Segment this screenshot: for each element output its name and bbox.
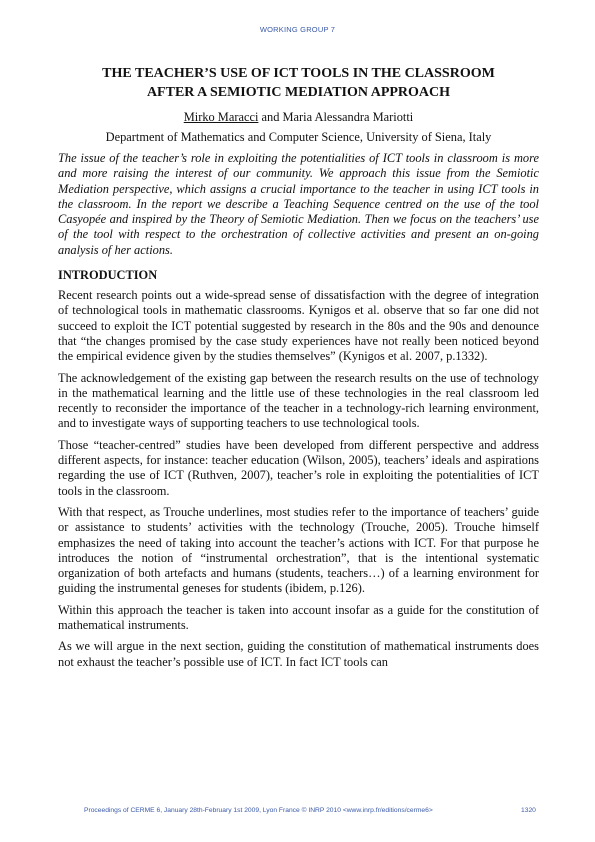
authors [58, 110, 539, 125]
paper-content [58, 64, 539, 670]
title-line-1: THE TEACHER’S USE OF ICT TOOLS IN THE CLASSROOM [102, 66, 495, 81]
page-number: 1320 [521, 807, 536, 814]
title-line-2: AFTER A SEMIOTIC MEDIATION APPROACH [146, 85, 451, 100]
paragraph: With that respect, as Trouche underlines, most studies refer to the importance of teachers’ guide or assistance to students’ activities with the technology (Trouche, 2005). Trouche himself emphasizes the need of taking into account the teacher’s actions with ICT. For that purpose he introduces the notion of “instrumental orchestration”, that is the intentional systematic organization of both artefacts and humans (students, teachers…) of a learning environment for guiding the instrumental geneses for students (ibidem, p.126). [58, 504, 539, 596]
paragraph: Within this approach the teacher is taken into account insofar as a guide for the constitution of mathematical instruments. [58, 602, 539, 633]
paragraph: The acknowledgement of the existing gap between the research results on the use of technology in the mathematical learning and the little use of these technologies in the real classroom led recently to reconsider the importance of the teacher in a technology-rich learning environment, and to investigate ways of supporting teachers to use technological tools. [58, 370, 539, 431]
author-1[interactable]: Mirko Maracci [183, 110, 259, 124]
authors-join: and [258, 110, 283, 124]
author-2: Maria Alessandra Mariotti [282, 110, 414, 124]
paragraph: Those “teacher-centred” studies have been developed from different perspective and address different aspects, for instance: teacher education (Wilson, 2005), teachers’ ideals and aspirations regarding the use of ICT (Ruthven, 2007), teacher’s role in exploiting the potentialities of ICT tools in the classroom. [58, 437, 539, 498]
paper-title [58, 64, 539, 102]
running-head: WORKING GROUP 7 [259, 25, 336, 34]
section-heading: INTRODUCTION [58, 268, 158, 283]
footer-text: Proceedings of CERME 6, January 28th-February 1st 2009, Lyon France © INRP 2010 <www.inrp.fr/editions/cerme6> [84, 807, 433, 814]
affiliation: Department of Mathematics and Computer Science, University of Siena, Italy [105, 130, 492, 144]
abstract: The issue of the teacher’s role in exploiting the potentialities of ICT tools in classroom is more and more raising the interest of our community. We approach this issue from the Semiotic Mediation perspective, which assigns a crucial importance to the teacher in using ICT tools in the classroom. In the report we describe a Teaching Sequence centred on the use of the tool Casyopée and inspired by the Theory of Semiotic Mediation. Then we focus on the teachers’ use of the tool with respect to the orchestration of collective activities and present an on-going analysis of her actions. [58, 151, 539, 257]
paragraph: Recent research points out a wide-spread sense of dissatisfaction with the degree of integration of technological tools in mathematic classrooms. Kynigos et al. observe that so far one did not succeed to exploit the ICT potential suggested by research in the 80s and the 90s and denounce that “the changes promised by the case study experiences have not really been noticed beyond the empirical evidence given by the studies themselves” (Kynigos et al. 2007, p.1332). [58, 288, 539, 364]
paragraph: As we will argue in the next section, guiding the constitution of mathematical instruments does not exhaust the teacher’s possible use of ICT. In fact ICT tools can [58, 639, 539, 669]
